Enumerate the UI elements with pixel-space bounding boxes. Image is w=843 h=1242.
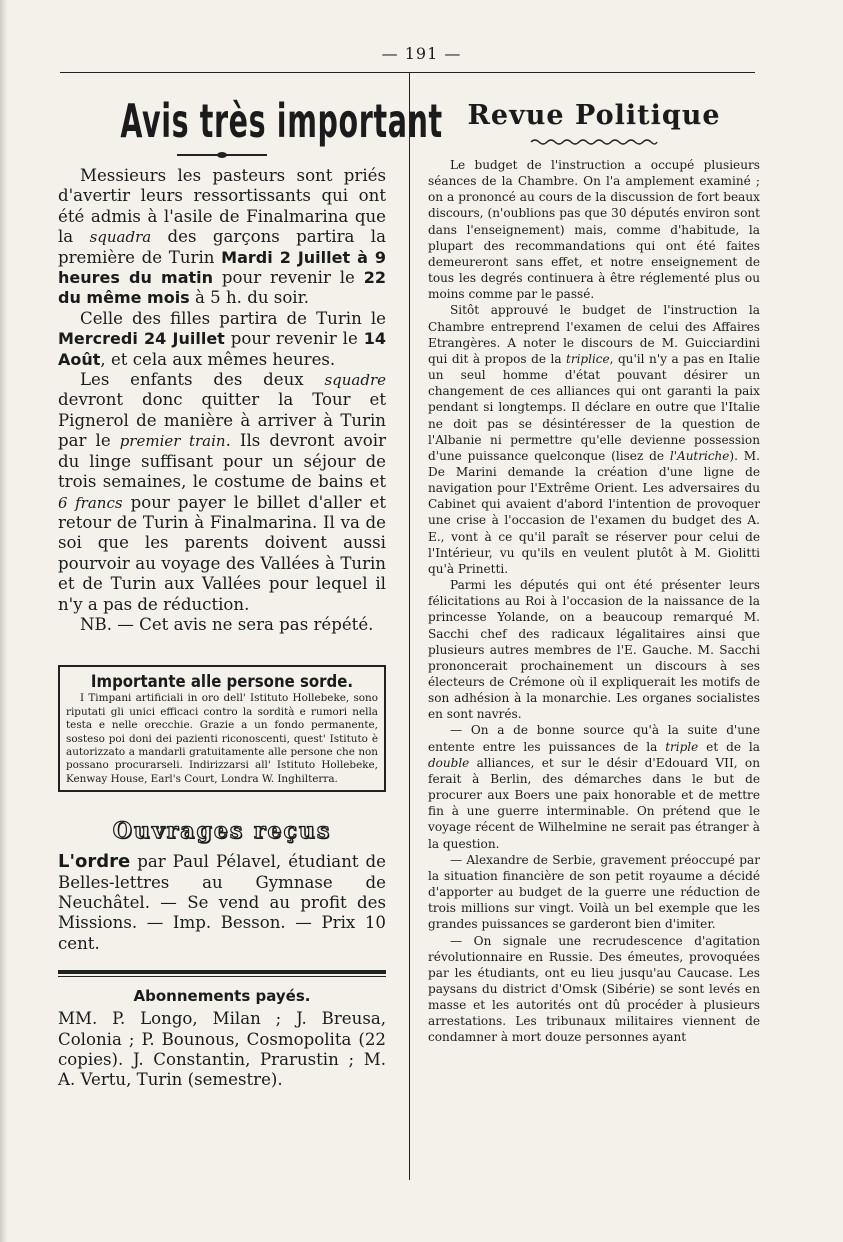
avis-body (58, 166, 386, 635)
text-run: et de la (698, 739, 760, 754)
italic-run: 6 francs (58, 493, 123, 512)
avis-paragraph-3 (58, 370, 386, 615)
revue-title: Revue Politique (467, 100, 721, 131)
ouvrages-entry (58, 852, 386, 954)
return-date: 22 du même mois (58, 268, 386, 308)
page-edge-shadow (0, 0, 8, 1242)
text-run: Sitôt approuvé le budget de l'instruction la Chambre entreprend l'examen de celui des Affaires Etrangères. A noter le discours de M. Guicciardini qui dit à propos de la (428, 303, 760, 366)
text-run: Messieurs les pasteurs sont priés d'avertir leurs ressortissants qui ont été admis à l'asile de Finalmarina que la (58, 166, 386, 247)
abonnements-text: MM. P. Longo, Milan ; J. Breusa, Colonia ; P. Bounous, Cosmopolita (22 copies). J. Constantin, Prarustin ; M. A. Vertu, Turin (semestre). (58, 1009, 386, 1090)
departure-date: Mardi 2 Juillet à 9 heures du matin (58, 247, 387, 288)
advertisement-body: I Timpani artificiali in oro dell' Istituto Hollebeke, sono riputati gli unici efficaci contro la sordità e rumori nella testa e nelle orecchie. Grazie a un fondo permanente, sosteso poi doni dei pazienti riconoscenti, quest' Istituto è autorizzato a mandarli gratuitamente alle persone che non possano procurarseli. Indirizzarsi all' Istituto Hollebeke, Kenway House, Earl's Court, Londra W. Inghilterra. (66, 692, 378, 785)
italic-run: triple (665, 739, 699, 754)
text-run: pour payer le billet d'aller et retour de Turin à Finalmarina. Il va de soi que les parents doivent aussi pourvoir au voyage des Vallées à Turin et de Turin aux Vallées pour lequel il n'y a pas de réduction. (58, 492, 386, 614)
header-rule (60, 72, 755, 73)
departure-date: Mercredi 24 Juillet (58, 329, 225, 349)
italic-run: squadra (89, 228, 152, 247)
section-rule-thin (58, 976, 386, 977)
column-divider (409, 72, 410, 1180)
revue-paragraph-3: Parmi les députés qui ont été présenter leurs félicitations au Roi à l'occasion de la naissance de la princesse Yolande, on a beaucoup remarqué M. Sacchi chef des radicaux légalitaires ainsi que plusieurs autres membres de l'E. Gauche. M. Sacchi prononcerait prochainement un discours à ses électeurs de Crémone où il expliquerait les motifs de son adhésion à la monarchie. Les organes socialistes en sont navrés. (428, 578, 760, 722)
text-run: alliances, et sur le désir d'Edouard VII, on ferait à Berlin, des démarches dans le but de procurer aux Boers une paix honorable et de mettre fin à une guerre interminable. On prétend que le voyage récent de Wilhelmine ne serait pas étranger à la question. (428, 755, 760, 851)
revue-body (428, 157, 760, 1046)
ouvrages-title: Ouvrages reçus (112, 818, 332, 845)
revue-paragraph-6: — On signale une recrudescence d'agitation révolutionnaire en Russie. Des émeutes, provoquées par les étudiants, ont eu lieu jusqu'au Caucase. Les paysans du district d'Omsk (Sibérie) se sont levés en masse et les autorités ont dû procéder à plusieurs arrestations. Les tribunaux militaires viennent de condamner à mort douze personnes ayant (428, 933, 760, 1045)
revue-paragraph-5: — Alexandre de Serbie, gravement préoccupé par la situation financière de son petit royaume a décidé d'apporter au budget de la guerre une réduction de trois millions sur vingt. Voilà un bel exemple que les grandes puissances se garderont bien d'imiter. (428, 852, 760, 932)
text-run: pour revenir le (213, 268, 364, 288)
text-run: Celle des filles partira de Turin le (80, 308, 386, 328)
revue-paragraph-2 (428, 302, 760, 577)
title-ornament (177, 154, 267, 156)
text-run: . Ils devront avoir du linge suffisant pour un séjour de trois semaines, le costume de bains et (58, 431, 386, 492)
wavy-ornament (529, 137, 659, 147)
text-run: — On a de bonne source qu'à la suite d'une entente entre les puissances de la (428, 723, 760, 754)
section-rule (58, 970, 386, 974)
italic-run: premier train (119, 432, 226, 451)
left-column (58, 86, 443, 1091)
italic-run: l'Autriche (669, 448, 730, 463)
revue-paragraph-1: Le budget de l'instruction a occupé plusieurs séances de la Chambre. On l'a amplement examiné ; on a prononcé au cours de la discussion de fort beaux discours, (n'oublions pas que 30 députés environ sont dans l'enseignement) mais, comme d'habitude, la plupart des recommandations qui ont été faites demeureront sans effet, et notre enseignement de tous les degrés continuera à être réglementé plus ou moins comme par le passé. (428, 158, 760, 302)
advertisement-box (58, 665, 386, 792)
avis-title: Avis très important (120, 94, 443, 148)
book-title: L'ordre (58, 851, 131, 873)
text-run: , et cela aux mêmes heures. (100, 349, 336, 369)
text-run: par Paul Pélavel, étudiant de Belles-lettres au Gymnase de Neuchâtel. — Se vend au profit des Missions. — Imp. Besson. — Prix 10 cent. (58, 852, 386, 953)
italic-run: triplice (566, 351, 610, 366)
page-number: — 191 — (381, 44, 462, 63)
text-run: devront donc quitter la Tour et Pignerol de manière à arriver à Turin par le (58, 390, 386, 451)
right-column (428, 86, 760, 1046)
revue-paragraph-4 (428, 722, 760, 851)
advertisement-title: Importante alle persone sorde. (90, 672, 354, 693)
italic-run: squadre (324, 371, 386, 390)
abonnements-title: Abonnements payés. (133, 987, 311, 1006)
text-run: des garçons partira la première de Turin (58, 227, 386, 267)
text-run: à 5 h. du soir. (189, 288, 309, 308)
italic-run: double (428, 755, 470, 770)
text-run: Les enfants des deux (80, 370, 325, 390)
text-run: ). M. De Marini demande la création d'une ligne de navigation pour l'Extrême Orient. Les adversaires du Cabinet qui avaient d'abord l'intention de provoquer une crise à l'occasion de l'examen du budget des A. E., vont à ce qu'il paraît se réserver pour celui de l'Intérieur, vu qu'ils en veulent plutôt à M. Giolitti qu'à Prinetti. (428, 448, 760, 576)
text-run: , qu'il n'y a pas en Italie un seul homme d'état pouvant désirer un changement de ces alliances qui ont garanti la paix pendant si longtemps. Il déclare en outre que l'Italie ne doit pas se désintéresser de la question de l'Albanie ni permettre qu'elle devienne possession d'une puissance quelconque (lisez de (428, 351, 760, 463)
avis-paragraph-1 (58, 166, 386, 309)
avis-paragraph-2 (58, 309, 386, 370)
avis-nb: NB. — Cet avis ne sera pas répété. (80, 614, 374, 634)
text-run: pour revenir le (224, 329, 364, 349)
return-date: 14 Août (58, 329, 386, 369)
